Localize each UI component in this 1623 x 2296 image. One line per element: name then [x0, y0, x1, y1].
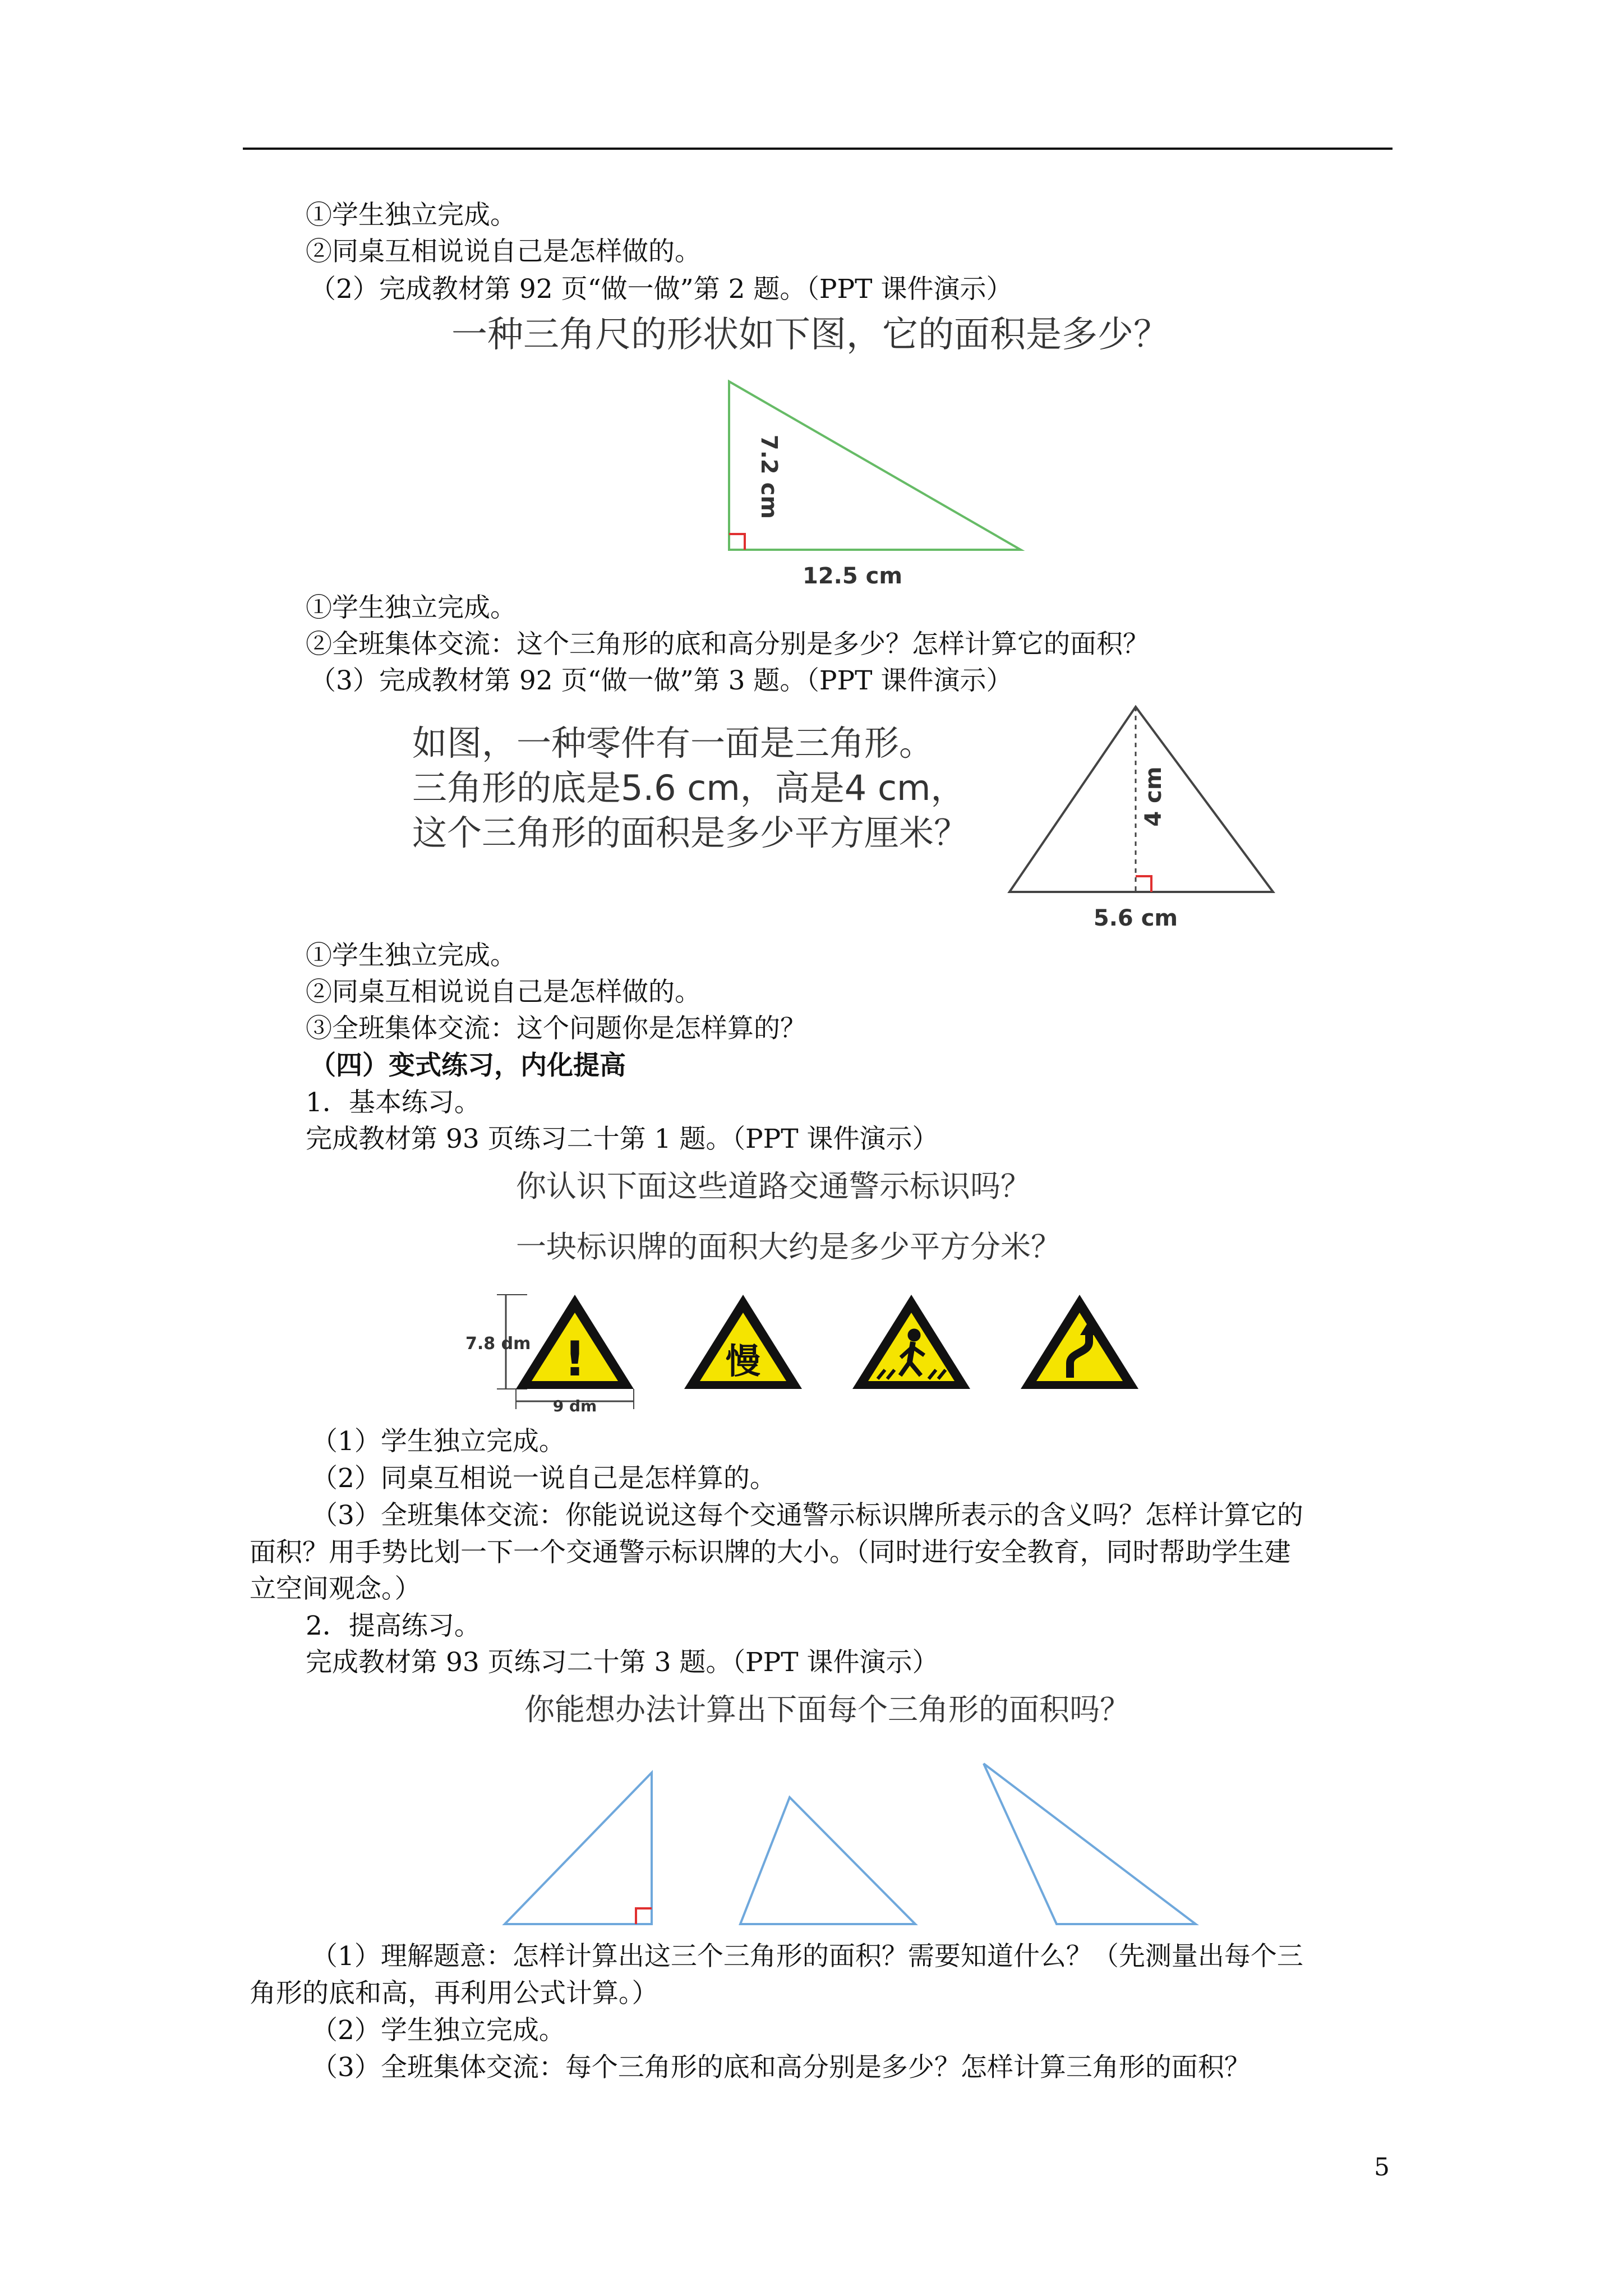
fig1-base-label: 12.5 cm	[802, 563, 903, 589]
obtuse-triangle-shape	[984, 1764, 1196, 1924]
fig1-height-label: 7.2 cm	[756, 434, 782, 519]
text-line: ①学生独立完成。	[306, 200, 517, 231]
fig2-question-line: 三角形的底是5.6 cm，高是4 cm，	[412, 767, 966, 808]
right-angle-mark	[636, 1908, 652, 1924]
section-heading: （四）变式练习，内化提高	[310, 1050, 626, 1081]
text-line: （3）全班集体交流：你能说说这每个交通警示标识牌所表示的含义吗？怎样计算它的	[311, 1500, 1303, 1531]
fig4-three-triangles	[499, 1756, 1206, 1935]
text-line: ②同桌互相说说自己是怎样做的。	[306, 236, 701, 267]
fig3-traffic-signs	[465, 1279, 1172, 1414]
fig1-set-square	[718, 370, 1032, 595]
fig2-base-label: 5.6 cm	[1093, 905, 1178, 931]
text-line: ①学生独立完成。	[306, 940, 517, 971]
exclamation-icon: !	[564, 1331, 586, 1387]
text-line: （2）学生独立完成。	[311, 2015, 565, 2046]
text-line: （2）同桌互相说一说自己是怎样算的。	[311, 1463, 776, 1494]
text-line: （3）完成教材第 92 页“做一做”第 3 题。（PPT 课件演示）	[310, 665, 1013, 696]
fig2-question-line: 这个三角形的面积是多少平方厘米？	[412, 812, 969, 853]
fig3-question-2: 一块标识牌的面积大约是多少平方分米？	[516, 1229, 1061, 1264]
header-rule	[243, 148, 1393, 150]
text-line: 面积？用手势比划一下一个交通警示标识牌的大小。（同时进行安全教育，同时帮助学生建	[250, 1537, 1291, 1568]
text-line: 角形的底和高，再利用公式计算。）	[250, 1978, 658, 2009]
warning-sign-pedestrian	[852, 1295, 970, 1389]
text-line: ②全班集体交流：这个三角形的底和高分别是多少？怎样计算它的面积？	[306, 629, 1149, 660]
fig3-question-1: 你认识下面这些道路交通警示标识吗？	[516, 1168, 1031, 1204]
fig3-base-label: 9 dm	[552, 1397, 597, 1414]
text-line: （1）理解题意：怎样计算出这三个三角形的面积？需要知道什么？（先测量出每个三	[311, 1941, 1303, 1972]
page-number: 5	[1374, 2153, 1390, 2182]
right-triangle-shape	[505, 1773, 652, 1924]
text-line: 完成教材第 93 页练习二十第 1 题。（PPT 课件演示）	[306, 1124, 939, 1154]
text-line: （3）全班集体交流：每个三角形的底和高分别是多少？怎样计算三角形的面积？	[311, 2052, 1251, 2083]
warning-sign-curve	[1021, 1295, 1138, 1389]
fig2-part-triangle	[998, 701, 1279, 937]
text-line: ①学生独立完成。	[306, 592, 517, 623]
fig1-question: 一种三角尺的形状如下图，它的面积是多少？	[451, 314, 1169, 356]
text-line: ③全班集体交流：这个问题你是怎样算的？	[306, 1013, 806, 1044]
warning-sign-slow	[684, 1295, 802, 1389]
fig3-height-label: 7.8 dm	[465, 1334, 531, 1354]
text-line: ②同桌互相说说自己是怎样做的。	[306, 977, 701, 1007]
right-angle-mark	[729, 534, 745, 550]
text-line: 2．提高练习。	[306, 1611, 481, 1641]
warning-sign-exclamation	[516, 1295, 634, 1389]
fig2-question	[412, 721, 969, 855]
fig2-question-line: 如图，一种零件有一面是三角形。	[412, 723, 934, 763]
text-line: （1）学生独立完成。	[311, 1426, 565, 1457]
acute-triangle-shape	[740, 1797, 915, 1924]
fig2-height-label: 4 cm	[1141, 766, 1166, 827]
text-line: （2）完成教材第 92 页“做一做”第 2 题。（PPT 课件演示）	[310, 274, 1013, 305]
text-line: 立空间观念。）	[250, 1573, 421, 1604]
text-line: 1．基本练习。	[306, 1087, 481, 1118]
right-angle-mark	[1136, 876, 1151, 892]
fig4-question: 你能想办法计算出下面每个三角形的面积吗？	[524, 1692, 1130, 1727]
slow-character-icon: 慢	[725, 1341, 761, 1382]
text-line: 完成教材第 93 页练习二十第 3 题。（PPT 课件演示）	[306, 1647, 939, 1678]
